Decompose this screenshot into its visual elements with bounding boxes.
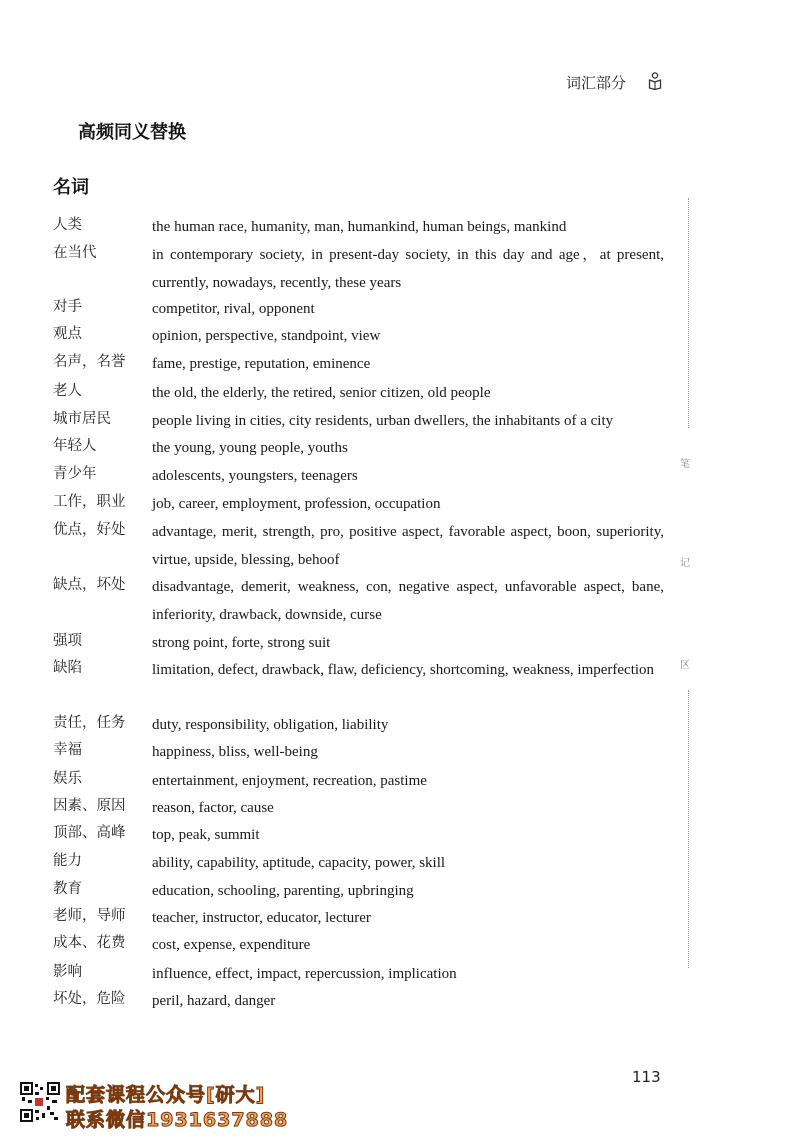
vocab-synonyms: opinion, perspective, standpoint, view xyxy=(152,328,381,344)
vocab-term: 青少年 xyxy=(53,466,97,482)
promo-text-line2: 联系微信1931637888 xyxy=(66,1109,289,1131)
vocab-synonyms: competitor, rival, opponent xyxy=(152,301,315,317)
vocab-term: 强项 xyxy=(53,633,82,649)
vocab-term: 缺点，坏处 xyxy=(53,577,126,593)
vocab-synonyms: teacher, instructor, educator, lecturer xyxy=(152,910,371,926)
vocab-synonyms: people living in cities, city residents, urban dwellers, the inhabitants of a city xyxy=(152,413,614,429)
vocab-term: 工作，职业 xyxy=(53,494,126,510)
vocab-synonyms: advantage, merit, strength, pro, positive aspect, favorable aspect, boon, superiority, virtue, upside, blessing, behoof xyxy=(152,524,664,568)
vocab-term: 老人 xyxy=(53,383,82,399)
vocab-term: 责任，任务 xyxy=(53,715,126,731)
vocab-synonyms: ability, capability, aptitude, capacity, power, skill xyxy=(152,855,446,871)
vocab-term: 幸福 xyxy=(53,742,82,758)
notes-margin-divider xyxy=(688,198,689,428)
vocab-synonyms: the young, young people, youths xyxy=(152,440,348,456)
page-number: 113 xyxy=(632,1068,661,1086)
vocab-synonyms: entertainment, enjoyment, recreation, pastime xyxy=(152,773,427,789)
vocab-term: 坏处，危险 xyxy=(53,991,126,1007)
vocab-term: 老师，导师 xyxy=(53,908,126,924)
vocab-synonyms: fame, prestige, reputation, eminence xyxy=(152,356,371,372)
vocab-synonyms: the human race, humanity, man, humankind, human beings, mankind xyxy=(152,219,567,235)
vocab-synonyms: the old, the elderly, the retired, senior citizen, old people xyxy=(152,385,491,401)
qr-code-icon xyxy=(20,1082,60,1122)
vocab-term: 人类 xyxy=(53,217,82,233)
vocab-synonyms: reason, factor, cause xyxy=(152,800,274,816)
vocab-term: 成本、花费 xyxy=(53,935,126,951)
vocab-synonyms: strong point, forte, strong suit xyxy=(152,635,331,651)
vocab-synonyms: job, career, employment, profession, occupation xyxy=(152,496,441,512)
vocab-term: 娱乐 xyxy=(53,771,82,787)
margin-label-qu: 区 xyxy=(680,660,690,671)
vocab-term: 教育 xyxy=(53,881,82,897)
vocab-term: 缺陷 xyxy=(53,660,82,676)
vocab-synonyms: peril, hazard, danger xyxy=(152,993,276,1009)
margin-label-bi: 笔 xyxy=(680,459,690,470)
vocab-term: 影响 xyxy=(53,964,82,980)
margin-label-ji: 记 xyxy=(680,558,690,569)
vocab-term: 城市居民 xyxy=(53,411,111,427)
notes-margin-divider xyxy=(688,690,689,968)
vocab-term: 优点，好处 xyxy=(53,522,126,538)
page-title: 高频同义替换 xyxy=(78,122,186,143)
vocab-synonyms: influence, effect, impact, repercussion, implication xyxy=(152,966,457,982)
vocab-synonyms: cost, expense, expenditure xyxy=(152,937,311,953)
vocab-synonyms: in contemporary society, in present-day society, in this day and age，at present, currently, nowadays, recently, these years xyxy=(152,247,664,291)
section-heading: 名词 xyxy=(53,177,89,198)
vocab-synonyms: disadvantage, demerit, weakness, con, negative aspect, unfavorable aspect, bane, inferiority, drawback, downside, curse xyxy=(152,579,664,623)
vocab-synonyms: education, schooling, parenting, upbringing xyxy=(152,883,414,899)
vocab-term: 观点 xyxy=(53,326,82,342)
vocab-synonyms: happiness, bliss, well-being xyxy=(152,744,318,760)
vocab-term: 对手 xyxy=(53,299,82,315)
vocab-synonyms: adolescents, youngsters, teenagers xyxy=(152,468,358,484)
vocab-term: 在当代 xyxy=(53,245,97,261)
vocab-term: 顶部、高峰 xyxy=(53,825,126,841)
vocab-synonyms: top, peak, summit xyxy=(152,827,260,843)
vocab-term: 年轻人 xyxy=(53,438,97,454)
vocab-term: 因素、原因 xyxy=(53,798,126,814)
vocab-term: 名声，名誉 xyxy=(53,354,126,370)
reading-person-icon xyxy=(648,72,662,90)
vocab-synonyms: duty, responsibility, obligation, liability xyxy=(152,717,389,733)
promo-text-line1: 配套课程公众号[研大] xyxy=(66,1084,266,1106)
vocab-synonyms: limitation, defect, drawback, flaw, deficiency, shortcoming, weakness, imperfection xyxy=(152,662,655,678)
vocab-term: 能力 xyxy=(53,853,82,869)
header-section-title: 词汇部分 xyxy=(566,74,627,92)
